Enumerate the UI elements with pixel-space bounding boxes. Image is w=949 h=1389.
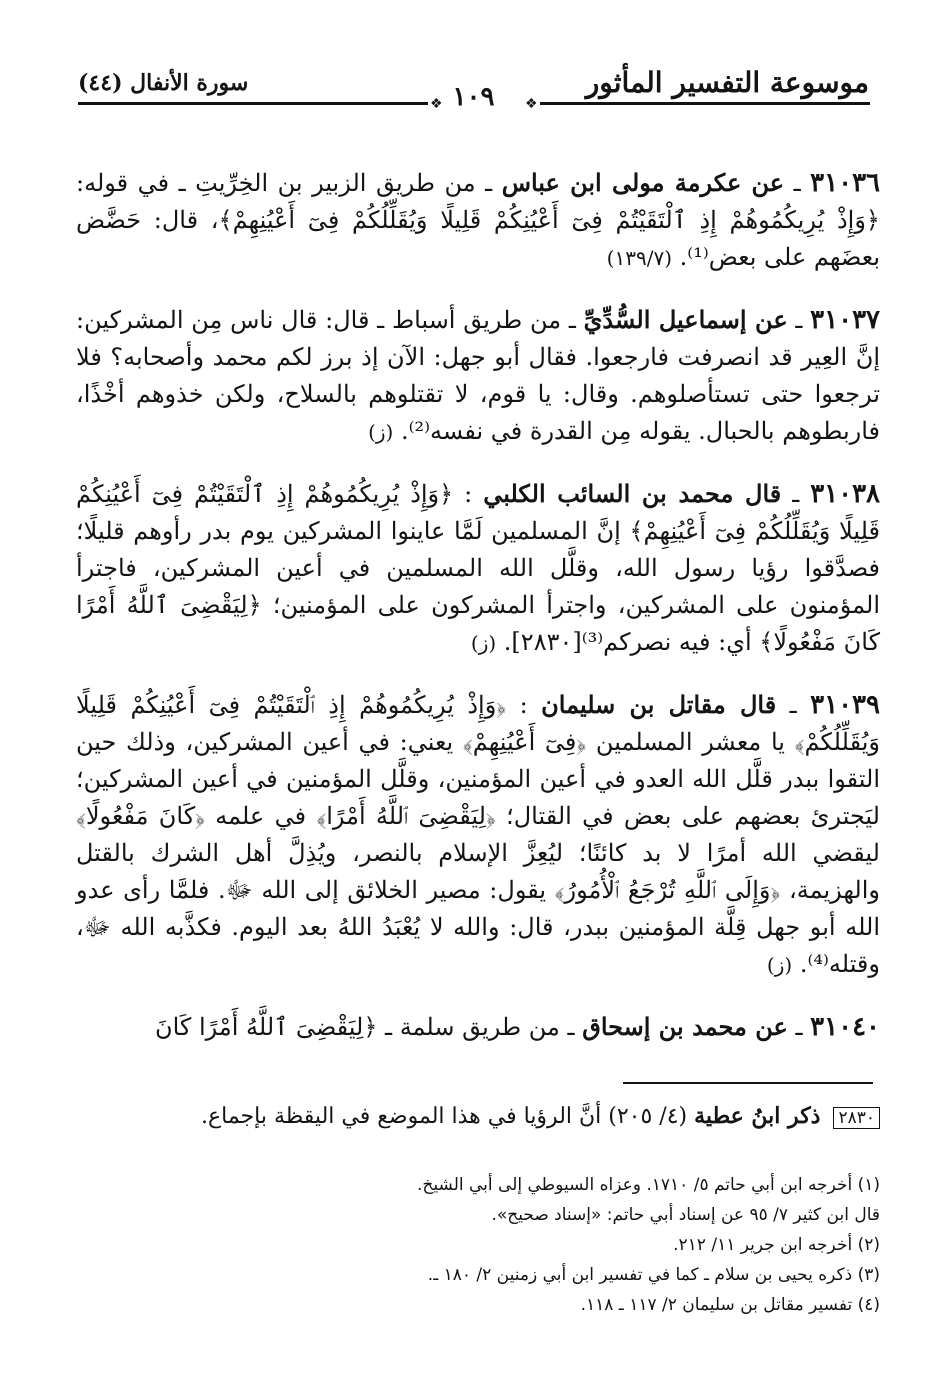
ornament-icon: ❖: [430, 96, 443, 112]
entry-31038: ٣١٠٣٨ ـ قال محمد بن السائب الكلبي : ﴿وَإِذْ يُرِيكُمُوهُمْ إِذِ ٱلْتَقَيْتُمْ فِىٓ أَعْيُنِكُمْ قَلِيلًا وَيُقَلِّلُكُمْ فِىٓ أَعْيُنِهِمْ﴾ إنَّ المسلمين لَمَّا عاينوا المشركين يوم بدر رأوهم قليلًا؛ فصدَّقوا رؤيا رسول الله، وقلَّل الله المسلمين في أعين المشركين، فاجترأ المؤمنون على المشركين، واجترأ المشركون على المؤمنين؛ ﴿لِيَقْضِىَ ٱللَّهُ أَمْرًا كَانَ مَفْعُولًا﴾ أي: فيه نصركم⁽³⁾[٢٨٣٠]. (ز): [76, 479, 881, 656]
entry-31040: ٣١٠٤٠ ـ عن محمد بن إسحاق ـ من طريق سلمة ـ ﴿لِيَقْضِىَ ٱللَّهُ أَمْرًا كَانَ: [154, 1012, 880, 1042]
note-separator: [623, 1082, 873, 1084]
entry-ref: (١٣٩/٧): [606, 246, 673, 270]
footnote: (٣) ذكره يحيى بن سلام ـ كما في تفسير ابن أبي زمنين ٢/ ١٨٠ ـ.: [427, 1265, 880, 1285]
entry-text: : ﴿وَإِذْ يُرِيكُمُوهُمْ إِذِ ٱلْتَقَيْتُمْ فِىٓ أَعْيُنِكُمْ قَلِيلًا وَيُقَلِّلُكُمْ﴾ يا معشر المسلمين ﴿فِىٓ أَعْيُنِهِمْ﴾ يعني: في أعين المشركين، وذلك حين التقوا ببدر قلَّل الله العدو في أعين المؤمنين، وقلَّل المؤمنين في أعين المشركين؛ ليَجترئ بعضهم على بعض في القتال؛ ﴿لِيَقْضِىَ ٱللَّهُ أَمْرًا﴾ في علمه ﴿كَانَ مَفْعُولًا﴾ ليقضي الله أمرًا لا بد كائنًا؛ ليُعِزَّ الإسلام بالنصر، ويُذِلَّ أهل الشرك بالقتل والهزيمة، ﴿وَإِلَى ٱللَّهِ تُرْجَعُ ٱلْأُمُورُ﴾ يقول: مصير الخلائق إلى الله ﷻ. فلمَّا رأى عدو الله أبو جهل قِلَّة المؤمنين ببدر، قال: والله لا يُعْبَدُ اللهُ بعد اليوم. فكذَّبه الله ﷻ، وقتله⁽⁴⁾.: [76, 691, 880, 978]
footnote: (١) أخرجه ابن أبي حاتم ٥/ ١٧١٠. وعزاه السيوطي إلى أبي الشيخ.: [417, 1175, 880, 1195]
entry-text: : ﴿وَإِذْ يُرِيكُمُوهُمْ إِذِ ٱلْتَقَيْتُمْ فِىٓ أَعْيُنِكُمْ قَلِيلًا وَيُقَلِّلُكُمْ فِىٓ أَعْيُنِهِمْ﴾ إنَّ المسلمين لَمَّا عاينوا المشركين يوم بدر رأوهم قليلًا؛ فصدَّقوا رؤيا رسول الله، وقلَّل الله المسلمين في أعين المشركين، فاجترأ المؤمنون على المشركين، واجترأ المشركون على المؤمنين؛ ﴿لِيَقْضِىَ ٱللَّهُ أَمْرًا كَانَ مَفْعُولًا﴾ أي: فيه نصركم⁽³⁾[٢٨٣٠].: [76, 480, 880, 656]
note-text: (٤/ ٢٠٥) أنَّ الرؤيا في هذا الموضع في اليقظة بإجماع.: [201, 1104, 688, 1129]
header-rule-right: [540, 102, 870, 105]
main-content: [76, 140, 880, 1053]
entry-number: ٣١٠٣٨: [810, 479, 881, 509]
note-number-box: ٢٨٣٠: [833, 1107, 880, 1129]
ornament-icon: ❖: [525, 96, 538, 112]
entry-number: ٣١٠٤٠: [810, 1012, 880, 1042]
entry-31039: ٣١٠٣٩ ـ قال مقاتل بن سليمان : ﴿وَإِذْ يُرِيكُمُوهُمْ إِذِ ٱلْتَقَيْتُمْ فِىٓ أَعْيُنِكُمْ قَلِيلًا وَيُقَلِّلُكُمْ﴾ يا معشر المسلمين ﴿فِىٓ أَعْيُنِهِمْ﴾ يعني: في أعين المشركين، وذلك حين التقوا ببدر قلَّل الله العدو في أعين المؤمنين، وقلَّل المؤمنين في أعين المشركين؛ ليَجترئ بعضهم على بعض في القتال؛ ﴿لِيَقْضِىَ ٱللَّهُ أَمْرًا﴾ في علمه ﴿كَانَ مَفْعُولًا﴾ ليقضي الله أمرًا لا بد كائنًا؛ ليُعِزَّ الإسلام بالنصر، ويُذِلَّ أهل الشرك بالقتل والهزيمة، ﴿وَإِلَى ٱللَّهِ تُرْجَعُ ٱلْأُمُورُ﴾ يقول: مصير الخلائق إلى الله ﷻ. فلمَّا رأى عدو الله أبو جهل قِلَّة المؤمنين ببدر، قال: والله لا يُعْبَدُ اللهُ بعد اليوم. فكذَّبه الله ﷻ، وقتله⁽⁴⁾. (ز): [76, 690, 880, 978]
entry-text: ـ من طريق أسباط ـ قال: قال ناس مِن المشركين: إنَّ العِير قد انصرفت فارجعوا. فقال أبو جهل: الآن إذ برز لكم محمد وأصحابه؟ فلا ترجعوا حتى تستأصلوهم. وقال: يا قوم، لا تقتلوهم بالسلاح، ولكن خذوهم أخْذًا، فاربطوهم بالحبال. يقوله مِن القدرة في نفسه⁽²⁾.: [76, 306, 881, 445]
entry-31037: ٣١٠٣٧ ـ عن إسماعيل السُّدِّيِّ ـ من طريق أسباط ـ قال: قال ناس مِن المشركين: إنَّ العِير قد انصرفت فارجعوا. فقال أبو جهل: الآن إذ برز لكم محمد وأصحابه؟ فلا ترجعوا حتى تستأصلوهم. وقال: يا قوم، لا تقتلوهم بالسلاح، ولكن خذوهم أخْذًا، فاربطوهم بالحبال. يقوله مِن القدرة في نفسه⁽²⁾. (ز): [76, 305, 881, 445]
page-number: ١٠٩: [452, 82, 495, 112]
entry-narrator: عن محمد بن إسحاق: [582, 1012, 788, 1041]
entry-narrator: عن عكرمة مولى ابن عباس: [501, 168, 785, 197]
running-header: [78, 60, 869, 116]
entry-narrator: قال مقاتل بن سليمان: [541, 690, 777, 719]
header-rule-left: [78, 102, 428, 105]
footnote: (٤) تفسير مقاتل بن سليمان ٢/ ١١٧ ـ ١١٨.: [580, 1295, 880, 1315]
entry-number: ٣١٠٣٦: [810, 168, 880, 198]
entry-text: ـ من طريق سلمة ـ ﴿لِيَقْضِىَ ٱللَّهُ أَمْرًا كَانَ: [154, 1013, 575, 1041]
entry-ref: (ز): [470, 631, 497, 655]
entry-narrator: عن إسماعيل السُّدِّيِّ: [583, 305, 788, 334]
note-source: ذكر ابنُ عطية: [694, 1103, 821, 1129]
entry-narrator: قال محمد بن السائب الكلبي: [483, 479, 782, 508]
entry-31036: ٣١٠٣٦ ـ عن عكرمة مولى ابن عباس ـ من طريق الزبير بن الخِرِّيتِ ـ في قوله: ﴿وَإِذْ يُرِيكُمُوهُمْ إِذِ ٱلْتَقَيْتُمْ فِىٓ أَعْيُنِكُمْ قَلِيلًا وَيُقَلِّلُكُمْ فِىٓ أَعْيُنِهِمْ﴾، قال: حَضَّض بعضَهم على بعض⁽¹⁾. (١٣٩/٧): [76, 168, 880, 271]
entry-text: ـ من طريق الزبير بن الخِرِّيتِ ـ في قوله: ﴿وَإِذْ يُرِيكُمُوهُمْ إِذِ ٱلْتَقَيْتُمْ فِىٓ أَعْيُنِكُمْ قَلِيلًا وَيُقَلِّلُكُمْ فِىٓ أَعْيُنِهِمْ﴾، قال: حَضَّض بعضَهم على بعض⁽¹⁾.: [76, 169, 880, 271]
footnote: قال ابن كثير ٧/ ٩٥ عن إسناد أبي حاتم: «إسناد صحيح».: [491, 1205, 880, 1225]
book-title: موسوعة التفسير المأثور: [585, 66, 869, 99]
entry-number: ٣١٠٣٩: [810, 690, 880, 720]
footnotes: [76, 1170, 880, 1320]
scholar-note: [76, 1100, 880, 1133]
entry-number: ٣١٠٣٧: [810, 305, 880, 335]
entry-ref: (ز): [766, 953, 793, 977]
entry-ref: (ز): [368, 420, 394, 444]
surah-label: سورة الأنفال (٤٤): [78, 70, 249, 96]
footnote: (٢) أخرجه ابن جرير ١١/ ٢١٢.: [673, 1235, 880, 1255]
